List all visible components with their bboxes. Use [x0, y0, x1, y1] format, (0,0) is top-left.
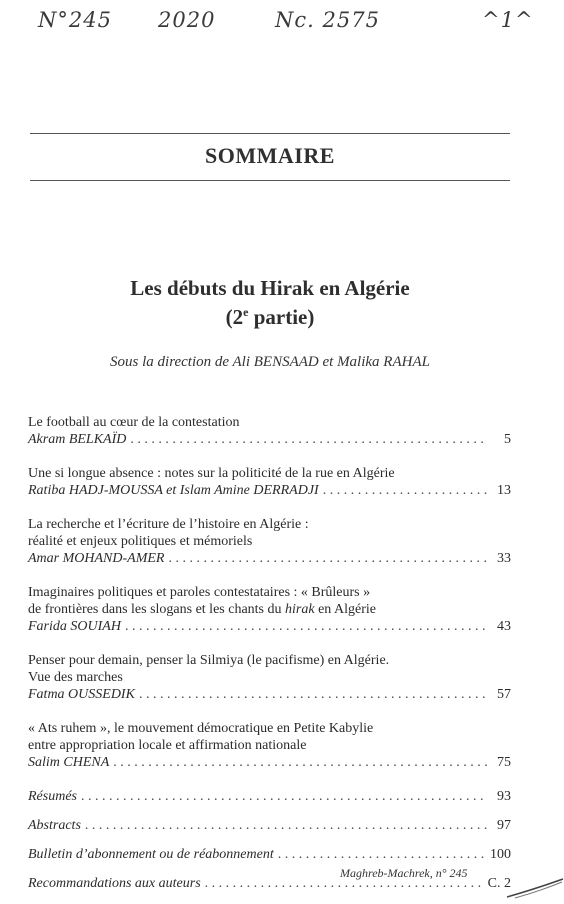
author-line: [28, 482, 511, 499]
page-number: 13: [497, 483, 511, 498]
toc-section: [28, 846, 511, 863]
dot-leader: [139, 686, 487, 703]
author-line: [28, 431, 511, 448]
page-number: 93: [497, 789, 511, 804]
toc-entry: [28, 465, 511, 499]
toc-entry: [28, 652, 511, 703]
dot-leader: [81, 788, 487, 805]
issue-title-line1: Les débuts du Hirak en Algérie: [130, 276, 410, 300]
section-label: Recommandations aux auteurs: [28, 876, 201, 891]
dot-leader: [125, 618, 487, 635]
article-title: Imaginaires politiques et paroles contestataires : « Brûleurs »: [28, 585, 371, 600]
article-title: de frontières dans les slogans et les chants du hirak en Algérie: [28, 602, 376, 617]
page-number: 57: [497, 687, 511, 702]
article-author: Farida SOUIAH: [28, 619, 121, 634]
handwritten-reference: Nc. 2575: [275, 8, 380, 32]
section-label: Résumés: [28, 789, 77, 804]
page-number: 75: [497, 755, 511, 770]
article-author: Akram BELKAÏD: [28, 432, 127, 447]
author-line: [28, 618, 511, 635]
article-title: Le football au cœur de la contestation: [28, 415, 240, 430]
toc-entry: [28, 414, 511, 448]
section-label: Abstracts: [28, 818, 81, 833]
author-line: [28, 754, 511, 771]
handwritten-year: 2020: [158, 8, 216, 32]
dot-leader: [130, 431, 487, 448]
toc-section: [28, 788, 511, 805]
top-rule: [30, 133, 510, 134]
article-title: Penser pour demain, penser la Silmiya (le pacifisme) en Algérie.: [28, 653, 390, 668]
handwritten-issue-number: N°245: [38, 8, 112, 32]
page-title: SOMMAIRE: [205, 143, 335, 168]
bottom-rule: [30, 180, 510, 181]
issue-title-line2: (2e partie): [225, 305, 315, 329]
toc-entry: [28, 720, 511, 771]
dot-leader: [168, 550, 487, 567]
article-title: entre appropriation locale et affirmation nationale: [28, 738, 307, 753]
dot-leader: [85, 817, 487, 834]
toc-entry: [28, 516, 511, 567]
article-title: La recherche et l’écriture de l’histoire en Algérie :: [28, 517, 309, 532]
dot-leader: [323, 482, 487, 499]
journal-footer: Maghreb-Machrek, n° 245: [340, 866, 468, 880]
article-author: Ratiba HADJ-MOUSSA et Islam Amine DERRADJI: [28, 483, 319, 498]
article-author: Fatma OUSSEDIK: [28, 687, 135, 702]
handwritten-mark: ^1^: [482, 8, 534, 32]
article-author: Salim CHENA: [28, 755, 110, 770]
article-title: Une si longue absence : notes sur la politicité de la rue en Algérie: [28, 466, 395, 481]
article-title: réalité et enjeux politiques et mémoriels: [28, 534, 253, 549]
author-line: [28, 686, 511, 703]
dot-leader: [278, 846, 486, 863]
section-label: Bulletin d’abonnement ou de réabonnement: [28, 847, 274, 862]
editorial-direction: Sous la direction de Ali BENSAAD et Malika RAHAL: [110, 354, 430, 370]
page-number: 97: [497, 818, 511, 833]
article-author: Amar MOHAND-AMER: [28, 551, 165, 566]
page-number: 100: [490, 847, 511, 862]
article-title: Vue des marches: [28, 670, 123, 685]
dot-leader: [113, 754, 487, 771]
table-of-contents: [28, 414, 511, 904]
page-number: C. 2: [487, 876, 511, 891]
page-number: 43: [497, 619, 511, 634]
page-number: 33: [497, 551, 511, 566]
article-title: « Ats ruhem », le mouvement démocratique en Petite Kabylie: [28, 721, 374, 736]
page-number: 5: [504, 432, 511, 447]
author-line: [28, 550, 511, 567]
pen-stroke-icon: [505, 875, 564, 900]
toc-entry: [28, 584, 511, 635]
toc-section: [28, 817, 511, 834]
